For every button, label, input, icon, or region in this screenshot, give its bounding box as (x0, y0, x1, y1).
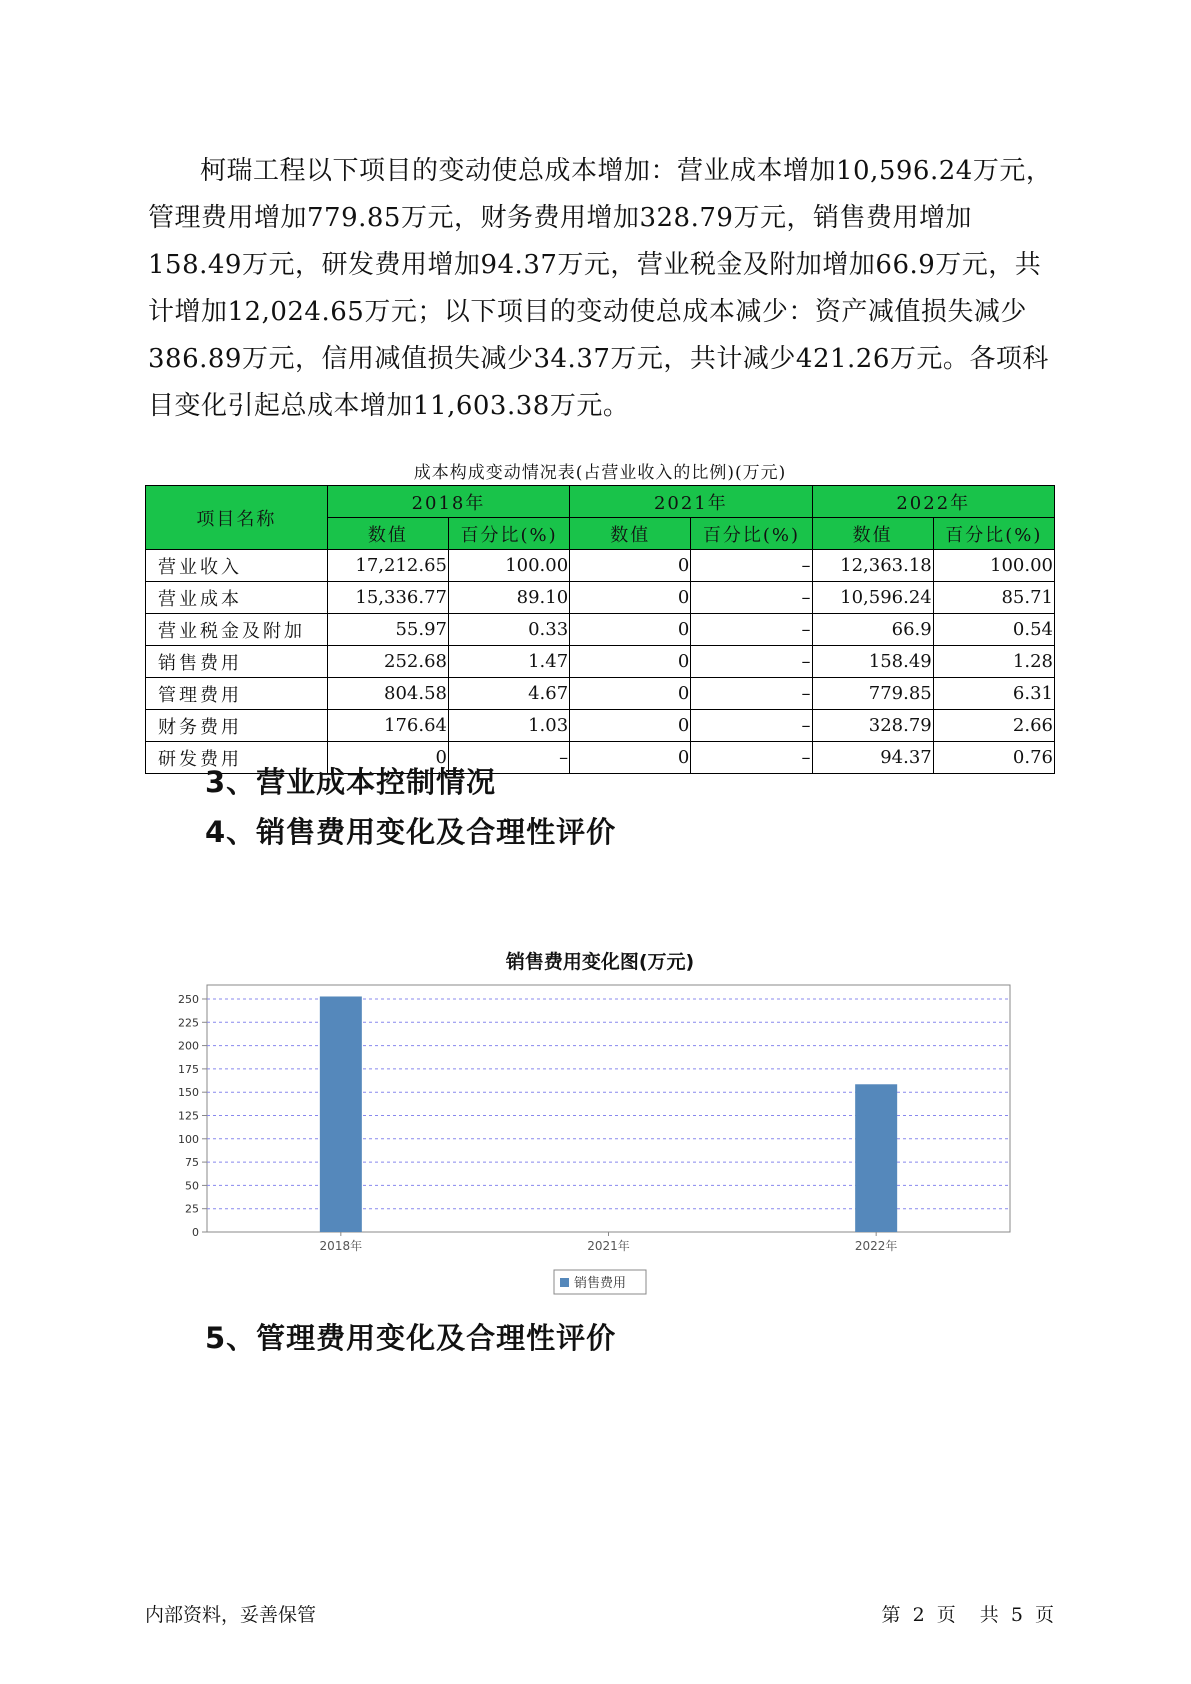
table-caption: 成本构成变动情况表(占营业收入的比例)(万元) (413, 463, 787, 483)
percent-header: 百分比(%) (448, 518, 569, 550)
value-cell: 0 (570, 614, 691, 646)
value-cell: 0 (570, 710, 691, 742)
y-tick-label: 150 (178, 1086, 199, 1100)
table-header-row (146, 486, 1055, 518)
sales-expense-bar-chart (145, 970, 1055, 1300)
y-tick-label: 200 (178, 1039, 199, 1053)
row-label: 营业税金及附加 (146, 614, 328, 646)
percent-cell: – (448, 742, 569, 774)
percent-cell: – (691, 678, 812, 710)
percent-cell: 1.03 (448, 710, 569, 742)
percent-cell: – (691, 614, 812, 646)
value-cell: 0 (570, 742, 691, 774)
percent-cell: 2.66 (933, 710, 1054, 742)
total-num: 5 (1010, 1604, 1023, 1626)
y-tick-label: 50 (185, 1179, 199, 1193)
value-cell: 66.9 (812, 614, 933, 646)
y-tick-label: 125 (178, 1109, 199, 1123)
row-label: 研发费用 (146, 742, 328, 774)
x-tick-label: 2018年 (319, 1239, 363, 1253)
cost-structure-table (145, 485, 1055, 774)
percent-cell: 89.10 (448, 582, 569, 614)
row-label: 营业成本 (146, 582, 328, 614)
value-cell: 328.79 (812, 710, 933, 742)
percent-cell: 4.67 (448, 678, 569, 710)
total-unit: 页 (1034, 1604, 1054, 1626)
chart-title: 销售费用变化图(万元) (505, 951, 695, 973)
row-label: 营业收入 (146, 550, 328, 582)
table-body (146, 550, 1055, 774)
value-cell: 252.68 (327, 646, 448, 678)
percent-header: 百分比(%) (691, 518, 812, 550)
percent-cell: – (691, 582, 812, 614)
value-cell: 55.97 (327, 614, 448, 646)
value-cell: 176.64 (327, 710, 448, 742)
x-tick-label: 2022年 (854, 1239, 898, 1253)
y-tick-label: 100 (178, 1132, 199, 1146)
section-heading-3: 3、营业成本控制情况 (205, 765, 497, 799)
percent-cell: – (691, 646, 812, 678)
table-row (146, 582, 1055, 614)
value-cell: 779.85 (812, 678, 933, 710)
page-unit: 页 (936, 1604, 956, 1626)
x-tick-label: 2021年 (587, 1239, 630, 1253)
percent-cell: 6.31 (933, 678, 1054, 710)
paragraph-text: 柯瑞工程以下项目的变动使总成本增加：营业成本增加10,596.24万元，管理费用增加779.85万元，财务费用增加328.79万元，销售费用增加158.49万元，研发费用增加94.37万元，营业税金及附加增加66.9万元，共计增加12,024.65万元；以下项目的变动使总成本减少：资产减值损失减少386.89万元，信用减值损失减少34.37万元，共计减少421.26万元。各项科目变化引起总成本增加11,603.38万元。 (148, 156, 1053, 421)
row-label: 管理费用 (146, 678, 328, 710)
row-label: 销售费用 (146, 646, 328, 678)
footer-page-number (882, 1600, 1054, 1627)
table-row (146, 614, 1055, 646)
page-prefix: 第 (881, 1604, 901, 1626)
value-cell: 804.58 (327, 678, 448, 710)
section-heading-4: 4、销售费用变化及合理性评价 (205, 815, 617, 849)
bar (320, 996, 362, 1232)
percent-cell: – (691, 550, 812, 582)
value-cell: 10,596.24 (812, 582, 933, 614)
value-cell: 0 (570, 582, 691, 614)
value-cell: 12,363.18 (812, 550, 933, 582)
percent-cell: – (691, 710, 812, 742)
legend-swatch (560, 1278, 569, 1287)
table-row (146, 710, 1055, 742)
value-cell: 0 (327, 742, 448, 774)
percent-cell: 0.54 (933, 614, 1054, 646)
footer-confidential-note: 内部资料，妥善保管 (145, 1604, 317, 1626)
table-row (146, 678, 1055, 710)
percent-cell: – (691, 742, 812, 774)
table-row (146, 550, 1055, 582)
y-tick-label: 0 (192, 1226, 199, 1239)
y-tick-label: 175 (178, 1062, 199, 1076)
value-cell: 0 (570, 646, 691, 678)
legend-label: 销售费用 (574, 1276, 627, 1291)
bar (855, 1084, 897, 1232)
value-cell: 0 (570, 550, 691, 582)
y-tick-label: 225 (178, 1016, 199, 1030)
percent-cell: 85.71 (933, 582, 1054, 614)
value-header: 数值 (570, 518, 691, 550)
year-header: 2018年 (327, 486, 569, 518)
value-cell: 17,212.65 (327, 550, 448, 582)
total-prefix: 共 (979, 1604, 999, 1626)
value-header: 数值 (327, 518, 448, 550)
body-paragraph (148, 148, 1058, 430)
year-header: 2021年 (570, 486, 812, 518)
percent-cell: 100.00 (933, 550, 1054, 582)
value-header: 数值 (812, 518, 933, 550)
value-cell: 94.37 (812, 742, 933, 774)
value-cell: 158.49 (812, 646, 933, 678)
y-tick-label: 250 (178, 992, 199, 1006)
page-num: 2 (912, 1604, 925, 1626)
percent-cell: 100.00 (448, 550, 569, 582)
percent-cell: 0.76 (933, 742, 1054, 774)
row-label: 财务费用 (146, 710, 328, 742)
year-header: 2022年 (812, 486, 1054, 518)
percent-cell: 1.47 (448, 646, 569, 678)
section-heading-5: 5、管理费用变化及合理性评价 (205, 1321, 617, 1355)
percent-header: 百分比(%) (933, 518, 1054, 550)
value-cell: 0 (570, 678, 691, 710)
y-tick-label: 75 (185, 1156, 199, 1170)
y-tick-label: 25 (185, 1202, 199, 1216)
percent-cell: 1.28 (933, 646, 1054, 678)
value-cell: 15,336.77 (327, 582, 448, 614)
item-name-header: 项目名称 (146, 486, 328, 550)
percent-cell: 0.33 (448, 614, 569, 646)
table-row (146, 646, 1055, 678)
